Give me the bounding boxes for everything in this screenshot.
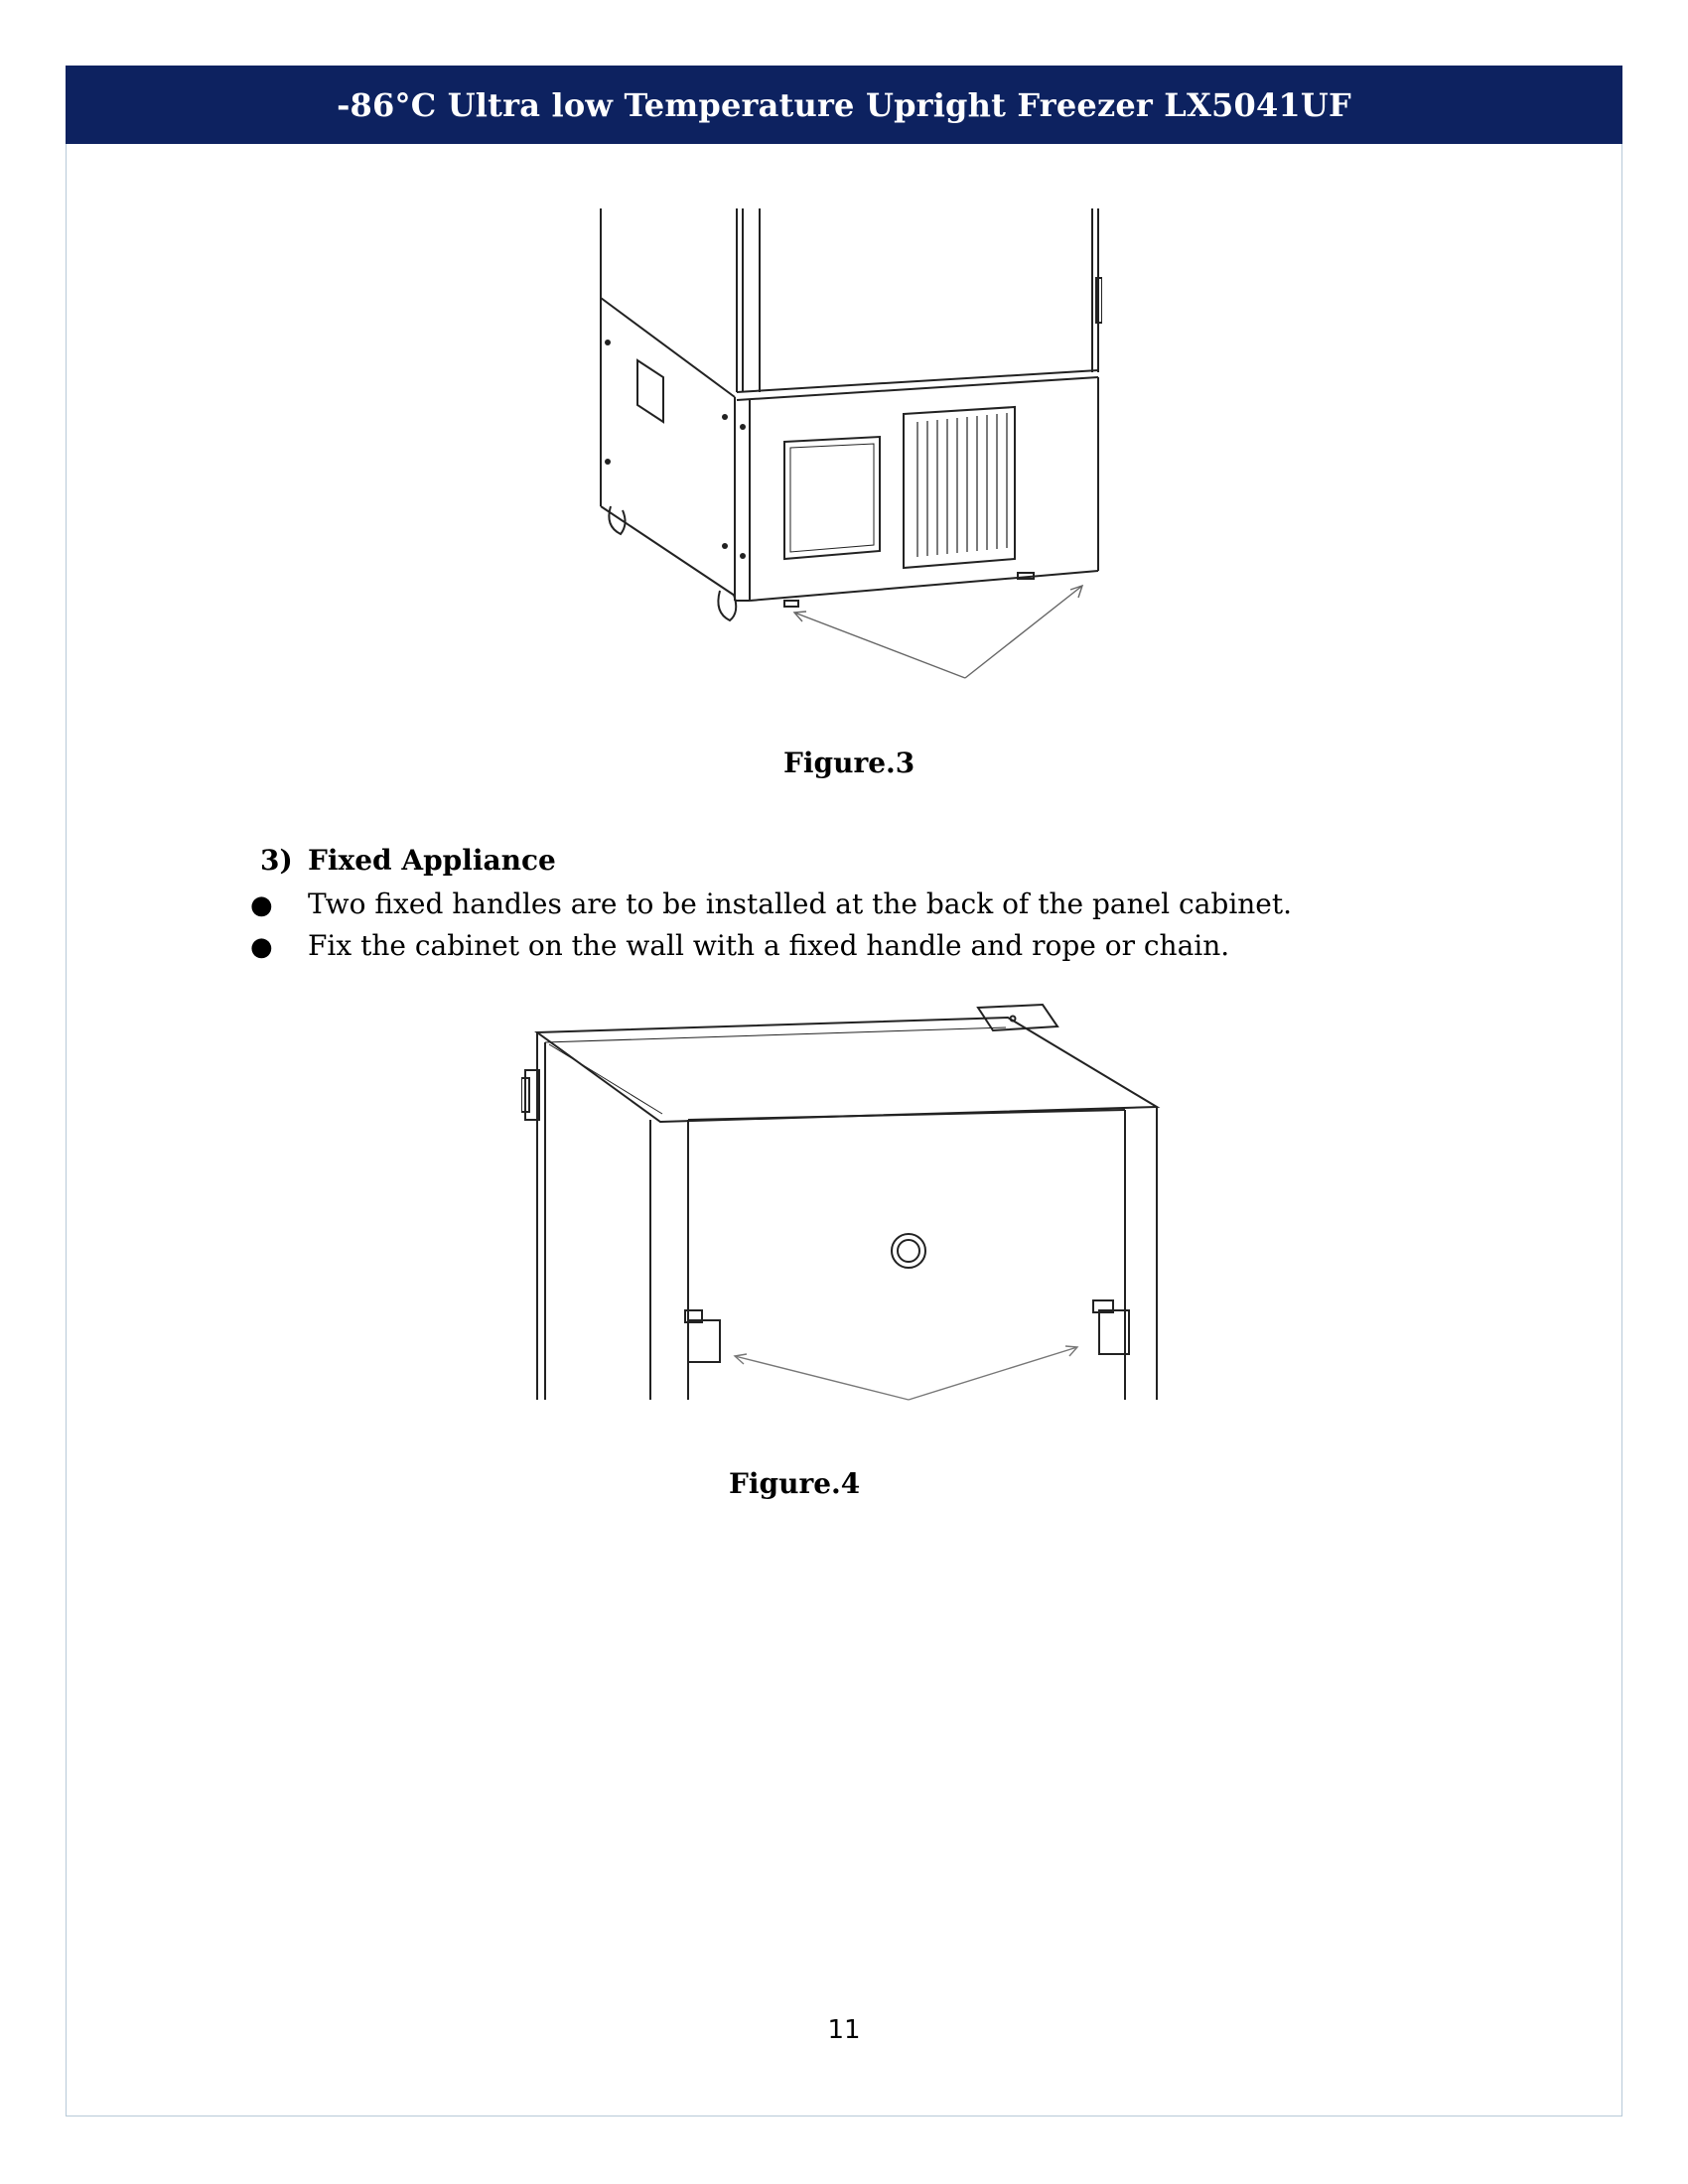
page-number: 11 [827,2015,861,2045]
figure-3-caption: Figure.3 [783,747,915,779]
document-header [66,66,1622,144]
figure-3-illustration [586,204,1102,690]
document-title: -86°C Ultra low Temperature Upright Freezer LX5041UF [337,85,1351,124]
list-item-text: Fix the cabinet on the wall with a fixed handle and rope or chain. [308,929,1230,962]
list-item [250,925,1292,967]
bullet-icon: ● [250,890,273,920]
list-item-text: Two fixed handles are to be installed at the back of the panel cabinet. [308,887,1293,920]
section-number: 3) [260,844,293,877]
list-item [250,884,1292,925]
section-title: Fixed Appliance [308,844,556,877]
instruction-list [250,884,1292,967]
figure-4-illustration [521,1003,1177,1410]
section-heading [260,844,556,877]
figure-4-caption: Figure.4 [729,1467,861,1500]
bullet-icon: ● [250,932,273,962]
